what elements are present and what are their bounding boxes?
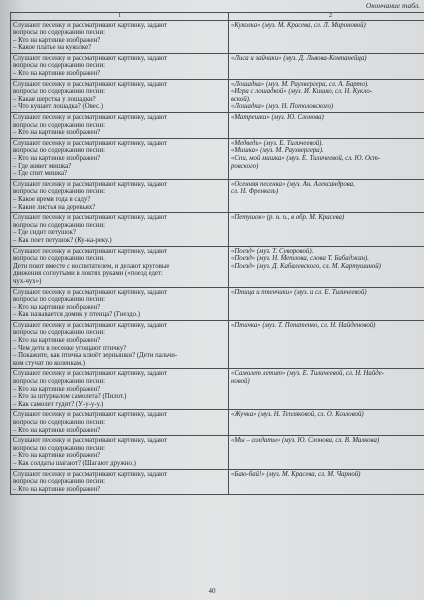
music-line: «Лиса и зайчики» (муз. Д. Львова-Компанейца) bbox=[231, 54, 367, 62]
table-row bbox=[11, 287, 424, 320]
activity-line: – Как поет петушок? (Ку-ка-реку.) bbox=[13, 236, 112, 244]
activity-line: вопросы по содержанию песни: bbox=[13, 188, 106, 196]
activity-line: Слушают песенку и рассматривают картинку, задают bbox=[13, 437, 168, 445]
table-row bbox=[11, 320, 424, 369]
page-number: 40 bbox=[208, 587, 216, 595]
activity-line: – Кто на картинке изображен? bbox=[13, 385, 101, 393]
activity-line: – Кто на картинке изображен? bbox=[13, 426, 101, 434]
music-line: «Жучка» (муз. Н. Тепляковой, сл. О. Козловой) bbox=[231, 411, 364, 419]
table-row bbox=[11, 410, 424, 436]
activity-line: – Как солдаты шагают? (Шагают дружно.) bbox=[13, 459, 136, 467]
activity-cell bbox=[11, 410, 229, 436]
table-row bbox=[11, 179, 424, 212]
activity-line: Слушают песенку и рассматривают картинку, задают bbox=[13, 288, 168, 296]
activity-line: Слушают песенку и рассматривают картинку, задают bbox=[13, 411, 168, 419]
activity-cell bbox=[11, 20, 229, 53]
table-row bbox=[11, 138, 424, 179]
activity-line: вопросы по содержанию песни: bbox=[13, 88, 106, 96]
activity-line: вопросы по содержанию песни: bbox=[13, 221, 106, 229]
activity-line: Дети поют вместе с воспитателем, и делают круговые bbox=[13, 262, 170, 270]
activity-cell bbox=[11, 113, 229, 139]
table-row bbox=[11, 469, 424, 495]
column-header-1: 1 bbox=[11, 13, 229, 21]
activity-line: – Как самолет гудит? (У-у-у-у.) bbox=[13, 400, 104, 408]
music-line: «Птица и птенчики» (муз. и сл. Е. Тиличеевой) bbox=[231, 288, 367, 296]
activity-cell bbox=[11, 369, 229, 410]
activity-line: – Какая шерстка у лошадки? bbox=[13, 95, 96, 103]
table-row bbox=[11, 436, 424, 469]
activity-cell bbox=[11, 320, 229, 369]
music-line: «Осенняя песенка» (муз. Ан. Александрова, bbox=[231, 180, 355, 188]
table-row bbox=[11, 213, 424, 246]
music-cell bbox=[229, 138, 424, 179]
activity-line: – Где сидит петушок? bbox=[13, 229, 76, 237]
activity-line: – Кто на картинке изображен? bbox=[13, 70, 101, 78]
music-cell bbox=[229, 320, 424, 369]
activity-line: – Кто на картинке изображен? bbox=[13, 155, 101, 162]
activity-cell bbox=[11, 246, 229, 287]
activity-line: – Чем дети в песенке угощают птичку? bbox=[13, 344, 127, 352]
activity-line: движения согнутыми в локтях руками («поезд едет: bbox=[13, 270, 163, 278]
activity-cell bbox=[11, 53, 229, 79]
music-line: «Мишка» (муз. М. Раухвергера). bbox=[231, 147, 324, 155]
activity-line: вопросы по содержанию песни: bbox=[13, 329, 106, 337]
activity-cell bbox=[11, 179, 229, 212]
activity-cell bbox=[11, 213, 229, 246]
activity-line: – Кто за штурвалом самолета? (Пилот.) bbox=[13, 393, 127, 401]
activity-line: – Какое время года в саду? bbox=[13, 195, 91, 203]
music-line: «Игра с лошадкой» (муз. И. Кишко, сл. Н. Кукло- bbox=[231, 88, 372, 96]
music-cell bbox=[229, 179, 424, 212]
activity-line: – Кто на картинке изображен? bbox=[13, 337, 101, 345]
activity-line: – Что кушает лошадка? (Овес.) bbox=[13, 103, 103, 111]
activity-line: Слушают песенку и рассматривают картинку, задают bbox=[13, 21, 168, 29]
activity-line: вопросы по содержанию песни: bbox=[13, 62, 106, 70]
activity-line: – Где спит мишка? bbox=[13, 170, 68, 178]
activity-cell bbox=[11, 287, 229, 320]
activity-cell bbox=[11, 138, 229, 179]
activity-cell bbox=[11, 436, 229, 469]
music-cell bbox=[229, 53, 424, 79]
music-line: «Куколка» (муз. М. Красева, сл. Л. Мироновой) bbox=[231, 21, 366, 29]
music-line: «Поезд» (муз. Д. Кабалевского, сл. М. Картушиной) bbox=[231, 262, 381, 270]
activity-line: Слушают песенку и рассматривают картинку, задают bbox=[13, 139, 168, 147]
activity-cell bbox=[11, 469, 229, 495]
music-cell bbox=[229, 213, 424, 246]
activity-line: Слушают песенку и рассматривают картинку, задают bbox=[13, 214, 168, 222]
activity-line: Слушают песенку и рассматривают картинку, задают bbox=[13, 54, 168, 62]
music-line: ровского) bbox=[231, 162, 259, 170]
music-cell bbox=[229, 436, 424, 469]
table-row bbox=[11, 369, 424, 410]
activity-line: – Кто на картинке изображен? bbox=[13, 485, 101, 493]
activity-line: вопросы по содержанию песни: bbox=[13, 478, 106, 486]
music-line: сл. Н. Френкель) bbox=[231, 188, 279, 196]
activity-line: вопросы по содержанию песни: bbox=[13, 121, 106, 129]
activity-line: вопросы по содержанию песни: bbox=[13, 444, 106, 452]
activity-line: – Где живет мишка? bbox=[13, 162, 72, 170]
music-line: «Лошадка» (муз. Н. Потоловского) bbox=[231, 103, 334, 111]
table-header-row bbox=[11, 13, 424, 21]
music-cell bbox=[229, 113, 424, 139]
music-cell bbox=[229, 246, 424, 287]
music-line: «Птичка» (муз. Т. Попатенко, сл. Н. Найденовой) bbox=[231, 321, 376, 329]
music-cell bbox=[229, 20, 424, 53]
activity-line: Слушают песенку и рассматривают картинку, задают bbox=[13, 180, 168, 188]
activity-line: Слушают песенку и рассматривают картинку, задают bbox=[13, 80, 168, 88]
activity-line: вопросы по содержанию песни: bbox=[13, 29, 106, 37]
activity-line: – Как называется домик у птенца? (Гнездо.) bbox=[13, 311, 140, 319]
table-continuation-label: Окончание табл. bbox=[365, 1, 420, 10]
activity-line: чух-чух») bbox=[13, 277, 42, 285]
music-cell bbox=[229, 410, 424, 436]
activity-line: – Покажите, как птичка клюёт зернышки? (Дети пальчи- bbox=[13, 352, 178, 360]
activity-line: – Кто на картинке изображен? bbox=[13, 452, 101, 460]
music-line: «Поезд» (муз. Н. Метлова, слова Т. Бабаджан). bbox=[231, 255, 370, 263]
music-line: «Баю-бай!» (муз. М. Красева, сл. М. Чарной) bbox=[231, 470, 361, 478]
table-body bbox=[11, 20, 424, 495]
activity-line: Слушают песенку и рассматривают картинку, задают bbox=[13, 470, 168, 478]
songs-table bbox=[10, 12, 424, 495]
music-cell bbox=[229, 79, 424, 112]
table-row bbox=[11, 246, 424, 287]
activity-cell bbox=[11, 79, 229, 112]
music-line: «Лошадка» (муз. М. Раухвергера, сл. А. Барто). bbox=[231, 80, 369, 88]
activity-line: вопросы по содержанию песни. bbox=[13, 255, 105, 263]
music-line: «Мы – солдаты» (муз. Ю. Слонова, сл. В. Малкова) bbox=[231, 437, 380, 445]
music-line: вской). bbox=[231, 95, 251, 103]
activity-line: Слушают песенку и рассматривают картинку, задают bbox=[13, 370, 168, 378]
activity-line: – Кто на картинке изображен? bbox=[13, 129, 101, 137]
activity-line: Слушают песенку и рассматривают картинку, задают bbox=[13, 247, 168, 255]
activity-line: вопросы по содержанию песни: bbox=[13, 147, 106, 155]
activity-line: – Какое платье на куколке? bbox=[13, 44, 92, 52]
activity-line: вопросы по содержанию песни: bbox=[13, 419, 106, 426]
table-row bbox=[11, 79, 424, 112]
activity-line: – Какие листья на деревьях? bbox=[13, 203, 96, 211]
music-line: новой) bbox=[231, 378, 250, 386]
activity-line: Слушают песенку и рассматривают картинку, задают bbox=[13, 114, 168, 122]
music-line: «Медведь» (муз. Е. Тиличеевой). bbox=[231, 139, 324, 147]
music-line: «Матрешки» (муз. Ю. Слонова) bbox=[231, 114, 324, 122]
music-line: «Петушок» (р. н. п., в обр. М. Красева) bbox=[231, 214, 345, 222]
activity-line: – Кто на картинке изображен? bbox=[13, 303, 101, 311]
music-cell bbox=[229, 469, 424, 495]
table-row bbox=[11, 20, 424, 53]
activity-line: вопросы по содержанию песни: bbox=[13, 378, 106, 386]
table-row bbox=[11, 53, 424, 79]
activity-line: – Кто на картинке изображен? bbox=[13, 36, 101, 44]
music-cell bbox=[229, 369, 424, 410]
activity-line: ком стучат по коленкам.) bbox=[13, 359, 85, 367]
activity-line: Слушают песенку и рассматривают картинку, задают bbox=[13, 321, 168, 329]
column-header-2: 2 bbox=[229, 13, 424, 21]
table-row bbox=[11, 113, 424, 139]
music-line: «Спи, мой мишка» (муз. Е. Тиличеевой, сл. Ю. Ост- bbox=[231, 155, 381, 162]
music-line: «Поезд» (муз. Т. Суворовой). bbox=[231, 247, 314, 255]
music-cell bbox=[229, 287, 424, 320]
music-line: «Самолет летит» (муз. Е. Тиличеевой, сл. Н. Найде- bbox=[231, 370, 385, 378]
activity-line: вопросы по содержанию песни: bbox=[13, 296, 106, 304]
